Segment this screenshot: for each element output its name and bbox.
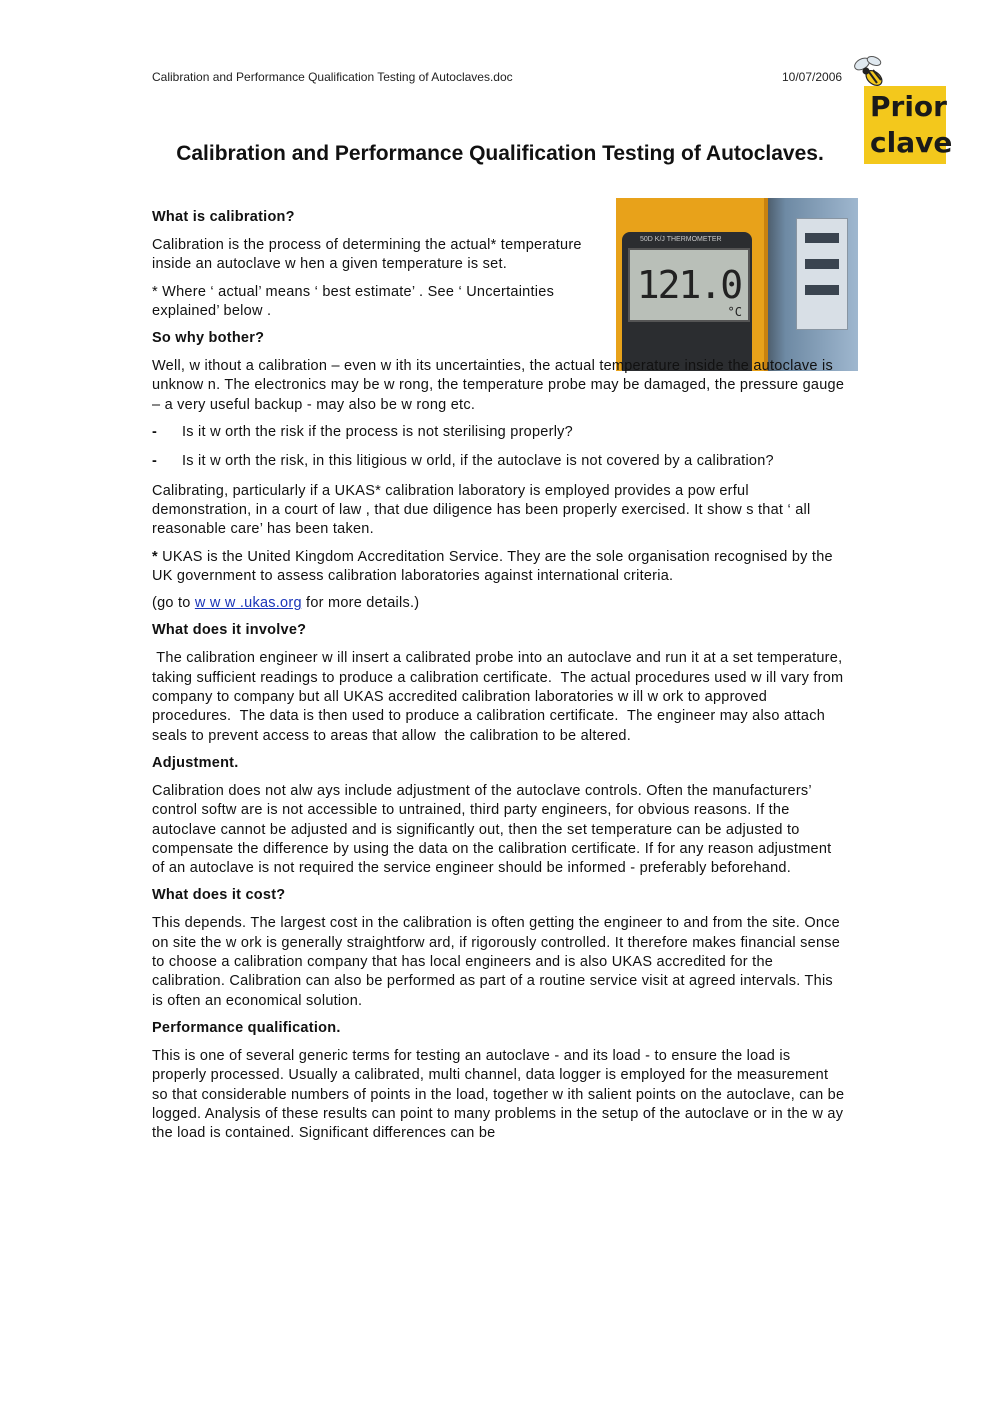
heading-performance-qualification: Performance qualification.	[152, 1019, 341, 1036]
header-filename: Calibration and Performance Qualification Testing of Autoclaves.doc	[152, 70, 513, 84]
heading-what-is-calibration: What is calibration?	[152, 209, 295, 225]
bee-icon	[850, 52, 890, 92]
bullet-dash: -	[152, 424, 158, 441]
paragraph: * Where ‘ actual’ means ‘ best estimate’ . See ‘ Uncertainties explained’ below .	[152, 283, 555, 319]
paragraph: The calibration engineer w ill insert a calibrated probe into an autoclave and run it at a set temperature, taking sufficient readings to produce a calibration certificate. The actual procedures used w ill vary from company to company but all UKAS accredited calibration laboratories w ill w ork to approved procedures. The data is then used to produce a calibration certificate. The engineer may also attach seals to prevent access to areas that allow the calibration to be altered.	[152, 650, 848, 744]
paragraph: Calibration is the process of determining the actual* temperature inside an autoclave w hen a given temperature is set.	[152, 237, 582, 273]
heading-what-does-it-involve: What does it involve?	[152, 622, 307, 639]
bullet-dash: -	[152, 453, 158, 470]
lcd-reading: 121.0	[636, 263, 742, 307]
heading-why-bother: So why bother?	[152, 330, 265, 347]
heading-adjustment: Adjustment.	[152, 754, 239, 771]
list-item-text: Is it w orth the risk, in this litigious w orld, if the autoclave is not covered by a calibration?	[182, 453, 774, 470]
list-item-text: Is it w orth the risk if the process is not sterilising properly?	[182, 424, 573, 441]
footnote-text: UKAS is the United Kingdom Accreditation Service. They are the sole organisation recognised by the UK government to assess calibration laboratories against international criteria.	[152, 548, 833, 584]
paragraph	[152, 594, 847, 613]
ukas-link[interactable]: w w w .ukas.org	[194, 595, 302, 612]
link-suffix: for more details.)	[301, 595, 420, 612]
document-title: Calibration and Performance Qualification Testing of Autoclaves.	[176, 142, 824, 165]
list-item	[152, 452, 847, 471]
paragraph: Well, w ithout a calibration – even w ith its uncertainties, the actual temperature inside the autoclave is unknow n. The electronics may be w rong, the temperature probe may be damaged, the pressure gauge – a very useful backup - may also be w rong etc.	[152, 358, 845, 413]
document-body	[152, 208, 847, 1151]
lcd-unit: °C	[727, 305, 742, 319]
list-item	[152, 423, 847, 442]
paragraph	[152, 548, 847, 587]
logo-text-clave: clave	[870, 126, 953, 159]
priorclave-logo	[840, 48, 952, 168]
paragraph: This depends. The largest cost in the calibration is often getting the engineer to and from the site. Once on site the w ork is generally straightforw ard, if rigorously controlled. It therefore makes financial sense to choose a calibration company that has local engineers and is also UKAS accredited for the calibration. Calibration can also be performed as part of a routine service visit at agreed intervals. This is often an economical solution.	[152, 915, 841, 1009]
link-prefix: (go to	[152, 595, 195, 612]
thermometer-model-label: 50D K/J THERMOMETER	[640, 236, 722, 243]
footnote-star: *	[152, 548, 158, 565]
paragraph: This is one of several generic terms for testing an autoclave - and its load - to ensure the load is properly processed. Usually a calibrated, multi channel, data logger is employed for the measurement so that considerable numbers of points in the load, together w ith salient points on the autoclave, can be logged. Analysis of these results can point to many problems in the setup of the autoclave or in the w ay the load is contained. Significant differences can be	[152, 1047, 845, 1142]
header-date: 10/07/2006	[782, 70, 843, 84]
paragraph: Calibrating, particularly if a UKAS* calibration laboratory is employed provides a pow erful demonstration, in a court of law , that due diligence has been properly exercised. It show s that ‘ all reasonable care’ has been taken.	[152, 482, 811, 538]
heading-what-does-it-cost: What does it cost?	[152, 887, 286, 904]
logo-text-prior: Prior	[870, 90, 947, 123]
paragraph: Calibration does not alw ays include adjustment of the autoclave controls. Often the manufacturers’ control softw are is not accessible to untrained, third party engineers, for obvious reasons. If the autoclave cannot be adjusted and is significantly out, then the set temperature can be adjusted to compensate the difference by using the data on the calibration certificate. If for any reason adjustment of an autoclave is not required the service engineer should be informed - preferably beforehand.	[152, 782, 832, 877]
